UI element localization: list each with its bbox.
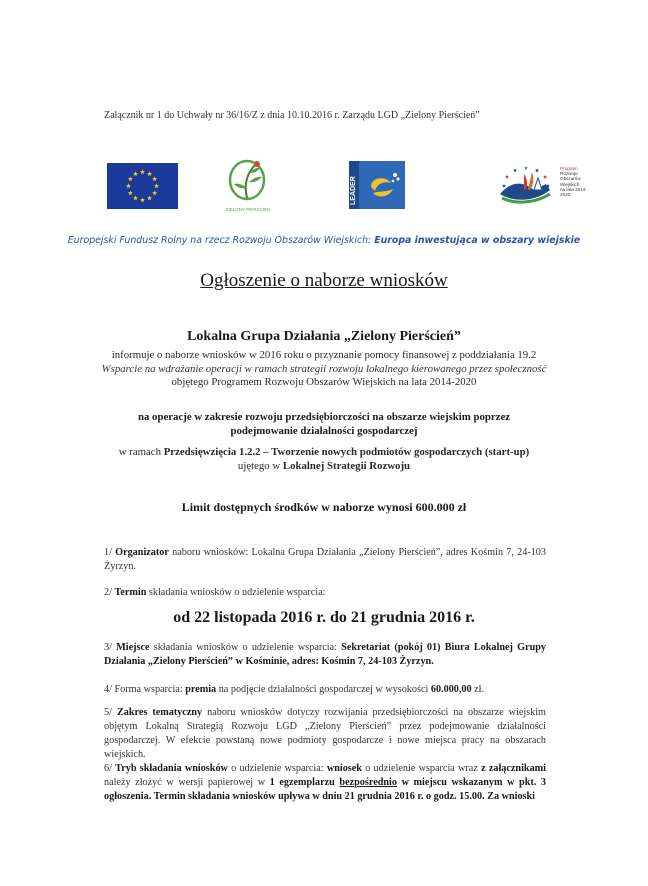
page-title: Ogłoszenie o naborze wniosków <box>200 270 448 291</box>
item-submission-mode: 6/ Tryb składania wniosków o udzielenie wsparcia: wniosek o udzielenie wsparcia wraz z załącznikami należy złożyć w wersji papierowej w 1 egzemplarzu bezpośrednio w miejscu wskazanym w pkt. 3 ogłoszenia. Termin składania wniosków upływa w dniu 21 grudnia 2016 r. o godz. 15.00. Za wnioski <box>104 763 547 802</box>
lgd-zielony-pierscien-logo <box>216 158 280 212</box>
funding-limit: Limit dostępnych środków w naborze wynosi 600.000 zł <box>181 500 467 514</box>
leader-logo <box>349 161 405 209</box>
star-icon <box>543 175 547 179</box>
prow-2014-2020-logo <box>494 160 590 210</box>
star-icon <box>524 166 528 170</box>
eu-flag-logo <box>107 163 178 209</box>
submission-dates: od 22 listopada 2016 r. do 21 grudnia 2016 r. <box>173 609 475 626</box>
prow-logo-text: Program Rozwoju Obszarów Wiejskich na lata 2014-2020 <box>560 166 587 198</box>
eafrd-funding-line: Europejski Fundusz Rolny na rzecz Rozwoju Obszarów Wiejskich: Europa inwestująca w obszary wiejskie <box>67 235 581 246</box>
item-thematic-scope: 5/ Zakres tematyczny naboru wniosków dotyczy rozwijania przedsiębiorczości na obszarze wiejskim objętym Lokalną Strategią Rozwoju LGD „Zielony Pierścień” przez podejmowanie działalności gospodarczej. W efekcie powstaną nowe podmioty gospodarcze i nowe miejsca pracy na obszarach wiejskich. <box>104 707 546 760</box>
star-icon <box>505 175 509 179</box>
item-support-form: 4/ Forma wsparcia: premia na podjęcie działalności gospodarczej w wysokości 60.000,00 zł. <box>104 684 485 695</box>
item-deadline: 2/ Termin składania wniosków o udzielenie wsparcia: <box>104 587 326 598</box>
item-place: 3/ Miejsce składania wniosków o udzielenie wsparcia: Sekretariat (pokój 01) Biura Lokalnej Grupy Działania „Zielony Pierścień” w Kośminie, adres: Kośmin 7, 24-103 Żyrzyn. <box>104 642 546 667</box>
star-icon <box>513 168 517 172</box>
project-reference: w ramach Przedsięwzięcia 1.2.2 – Tworzenie nowych podmiotów gospodarczych (start-up) ujętego w Lokalnej Strategii Rozwoju <box>118 446 530 472</box>
logo-row <box>0 158 648 214</box>
operations-scope: na operacje w zakresie rozwoju przedsiębiorczości na obszarze wiejskim poprzez podejmowanie działalności gospodarczej <box>137 411 511 437</box>
leader-logo-text: LEADER <box>350 176 357 205</box>
intro-paragraph: informuje o naborze wniosków w 2016 roku o przyznanie pomocy finansowej z poddziałania 19.2 Wsparcie na wdrażanie operacji w ramach strategii rozwoju lokalnego kierowanego przez społeczność objętego Programem Rozwoju Obszarów Wiejskich na lata 2014-2020 <box>101 349 547 388</box>
star-icon <box>535 168 539 172</box>
lgd-logo-caption: ZIELONY PIERŚCIEŃ <box>225 207 271 212</box>
item-organizer: 1/ Organizator naboru wniosków: Lokalna Grupa Działania „Zielony Pierścień”, adres Kośmin 7, 24-103 Żyrzyn. <box>104 547 546 572</box>
lgd-name-heading: Lokalna Grupa Działania „Zielony Pierścień” <box>187 329 461 344</box>
star-icon <box>502 184 506 188</box>
annex-header: Załącznik nr 1 do Uchwały nr 36/16/Z z dnia 10.10.2016 r. Zarządu LGD „Zielony Pierścień” <box>104 110 480 121</box>
